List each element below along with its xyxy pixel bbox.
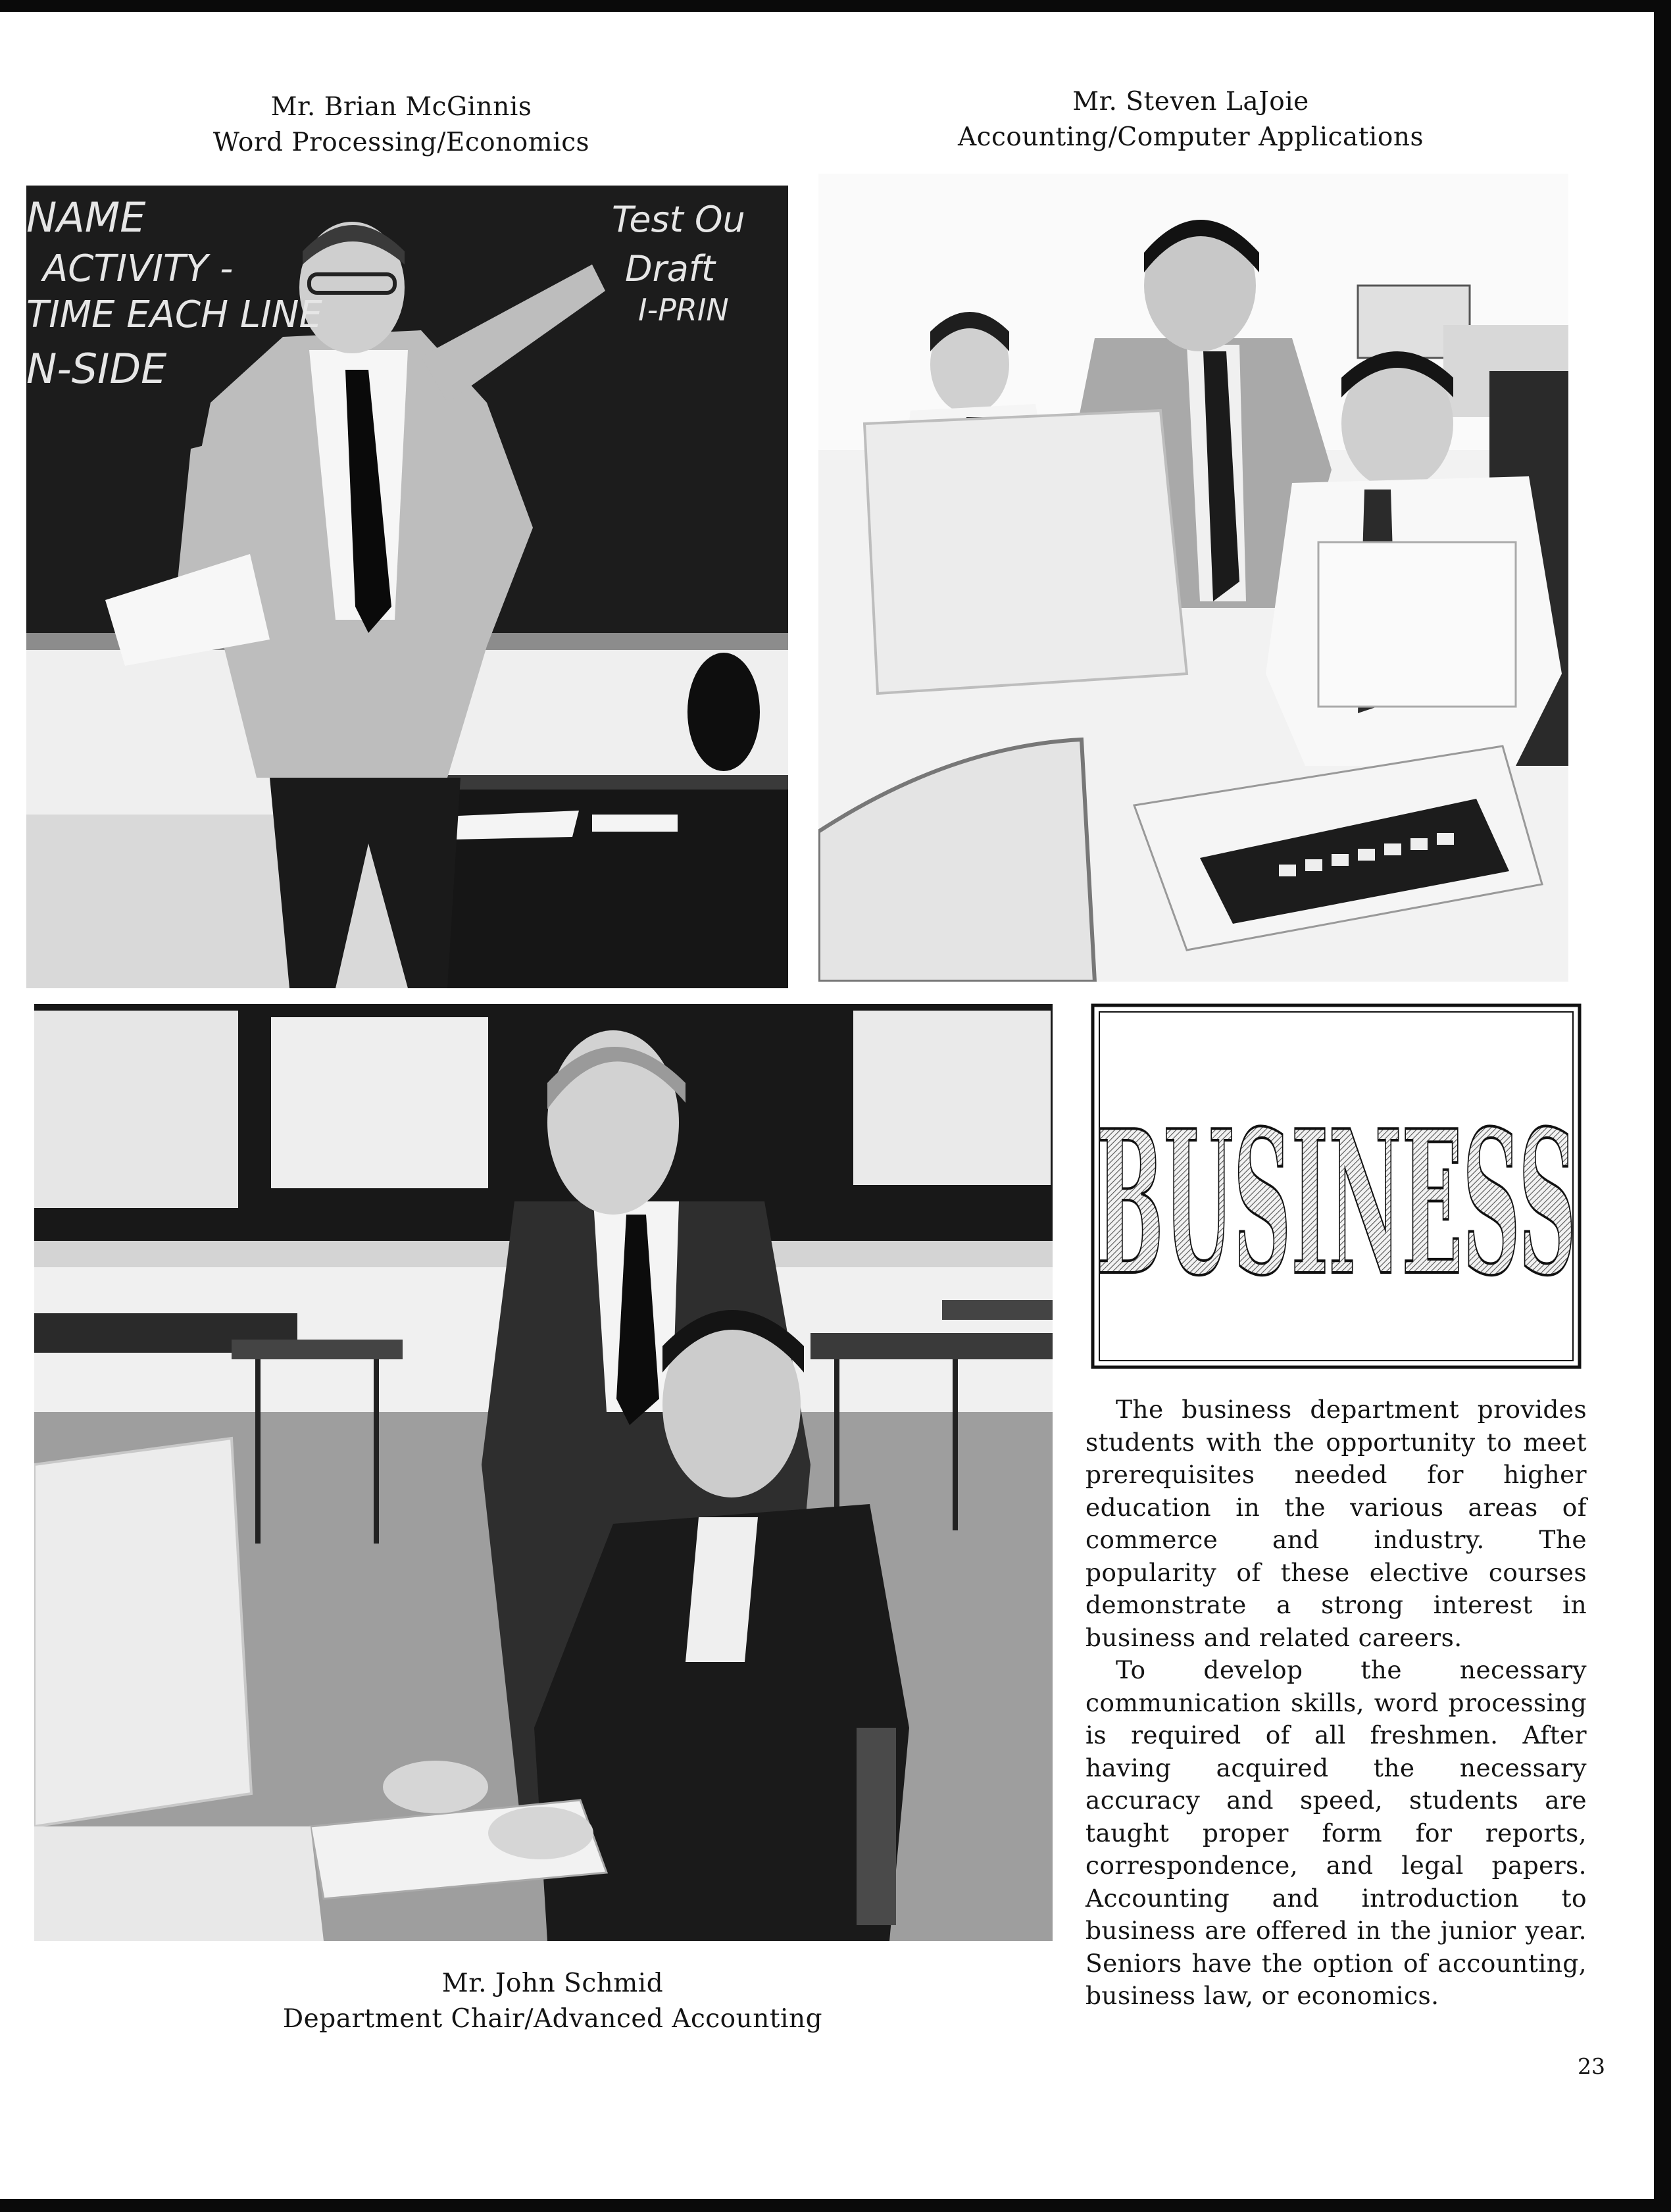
caption-subject: Department Chair/Advanced Accounting xyxy=(282,2004,823,2034)
business-title-text: BUSINESS xyxy=(1096,1087,1576,1319)
chalk-line-2: ACTIVITY - xyxy=(43,247,234,290)
chalk-right-1: Test Ou xyxy=(612,199,745,240)
chalk-line-4: N-SIDE xyxy=(26,345,167,393)
business-title-graphic xyxy=(1086,996,1583,1372)
caption-schmid xyxy=(276,1966,829,2037)
caption-subject: Word Processing/Economics xyxy=(212,128,590,157)
body-paragraph-2: To develop the necessary communication skills, word processing is required of all freshmen. After having acquired the necessary accuracy and speed, students are taught proper form for reports, correspondence, and legal papers. Accounting and introduction to business are offered in the junior year. Seniors have the option of accounting, business law, or economics. xyxy=(1085,1655,1587,2010)
caption-lajoie xyxy=(934,84,1447,155)
photo-mcginnis-chalkboard xyxy=(26,186,788,988)
chalk-line-3: TIME EACH LINE xyxy=(26,293,322,336)
caption-subject: Accounting/Computer Applications xyxy=(957,122,1424,152)
page-number: 23 xyxy=(1578,2053,1605,2079)
caption-mcginnis xyxy=(211,89,592,161)
business-title-svg xyxy=(1086,996,1583,1372)
body-paragraph-1: The business department provides students with the opportunity to meet prerequisites needed for higher education in the various areas of commerce and industry. The popularity of these elective courses demonstrate a strong interest in business and related careers. xyxy=(1085,1395,1587,1652)
photo-schmid-classroom xyxy=(34,1004,1053,1941)
chalk-line-1: NAME xyxy=(26,193,146,241)
caption-name: Mr. Brian McGinnis xyxy=(270,92,532,122)
photo-lajoie-computers xyxy=(818,174,1568,982)
caption-name: Mr. John Schmid xyxy=(441,1969,664,1998)
chalk-right-3: I-PRIN xyxy=(638,292,729,328)
caption-name: Mr. Steven LaJoie xyxy=(1072,87,1309,116)
body-text xyxy=(1085,1394,1587,2013)
chalk-right-2: Draft xyxy=(625,248,716,289)
yearbook-page xyxy=(0,12,1654,2199)
